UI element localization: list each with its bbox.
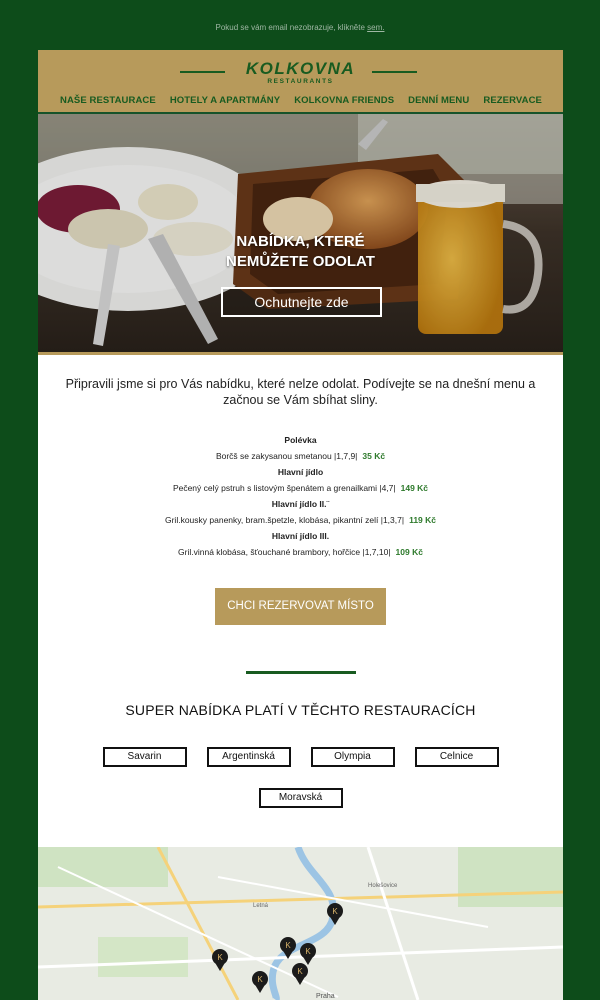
svg-text:K: K [297,967,303,976]
menu-item-main2 [38,512,563,528]
map-label-praha: Praha [316,993,335,1000]
restaurant-chip-moravska[interactable]: Moravská [259,788,343,808]
menu-item-main1 [38,480,563,496]
map-label-letna: Letná [253,903,269,909]
menu-heading-main2: Hlavní jídlo II.¨ [271,499,330,509]
menu-item-main3 [38,544,563,560]
hero-title [38,232,563,272]
menu-heading-main1: Hlavní jídlo [277,467,324,477]
menu-item-main2-price: 119 Kč [409,515,437,525]
svg-text:K: K [285,941,291,950]
restaurant-list [38,744,563,826]
menu-item-soup [38,448,563,464]
section-divider [246,671,356,674]
menu-heading-soup: Polévka [284,435,317,445]
logo-sub: RESTAURANTS [267,78,334,85]
restaurant-chip-argentinska[interactable]: Argentinská [207,747,291,767]
nav-item-daily-menu[interactable]: DENNÍ MENU [408,95,470,106]
menu-item-main1-text: Pečený celý pstruh s listovým špenátem a grenailkami |4,7| [172,483,396,493]
preheader-link[interactable]: sem. [367,23,385,32]
menu-heading-main3: Hlavní jídlo III. [271,531,330,541]
intro-text: Připravili jsme si pro Vás nabídku, které nelze odolat. Podívejte se na dnešní menu a začnou se Vám sbíhat sliny. [65,377,536,407]
menu-item-main3-price: 109 Kč [395,547,423,557]
restaurant-chip-celnice[interactable]: Celnice [415,747,499,767]
nav-item-reservation[interactable]: REZERVACE [483,95,542,106]
nav-item-restaurants[interactable]: NAŠE RESTAURACE [60,95,156,106]
logo-brand: KOLKOVNA [245,59,356,78]
menu-item-main2-text: Gril.kousky panenky, bram.špetzle, klobása, pikantní zelí |1,3,7| [164,515,405,525]
preheader [0,23,600,32]
menu-item-main3-text: Gril.vinná klobása, šťouchané brambory, hořčice |1,7,10| [178,547,391,557]
header-bar [38,50,563,114]
map-graphic [38,847,563,1000]
restaurants-title: SUPER NABÍDKA PLATÍ V TĚCHTO RESTAURACÍCH [125,702,476,718]
svg-text:K: K [217,953,223,962]
reserve-button[interactable]: CHCI REZERVOVAT MÍSTO [215,588,386,625]
nav-item-hotels[interactable]: HOTELY A APARTMÁNY [169,95,281,106]
svg-text:K: K [332,907,338,916]
nav-item-friends[interactable]: KOLKOVNA FRIENDS [294,95,395,106]
svg-text:K: K [305,947,311,956]
restaurant-chip-olympia[interactable]: Olympia [311,747,395,767]
menu-item-soup-price: 35 Kč [362,451,386,461]
menu-item-main1-price: 149 Kč [400,483,429,493]
main-nav [38,95,563,106]
hero-banner[interactable] [38,114,563,352]
svg-text:K: K [257,975,263,984]
hero-bottom-rule [38,352,563,355]
hero-title-line2: NEMŮŽETE ODOLAT [226,253,375,270]
preheader-text: Pokud se vám email nezobrazuje, klikněte [215,23,368,32]
hero-title-line1: NABÍDKA, KTERÉ [236,233,365,250]
taste-here-button[interactable]: Ochutnejte zde [221,287,382,317]
restaurant-chip-savarin[interactable]: Savarin [103,747,187,767]
daily-menu [38,432,563,560]
kolkovna-logo[interactable] [38,59,563,85]
restaurants-map[interactable] [38,847,563,1000]
menu-item-soup-text: Borčš se zakysanou smetanou |1,7,9| [215,451,358,461]
map-label-holesovice: Holešovice [368,883,398,889]
email-body [38,50,563,1000]
